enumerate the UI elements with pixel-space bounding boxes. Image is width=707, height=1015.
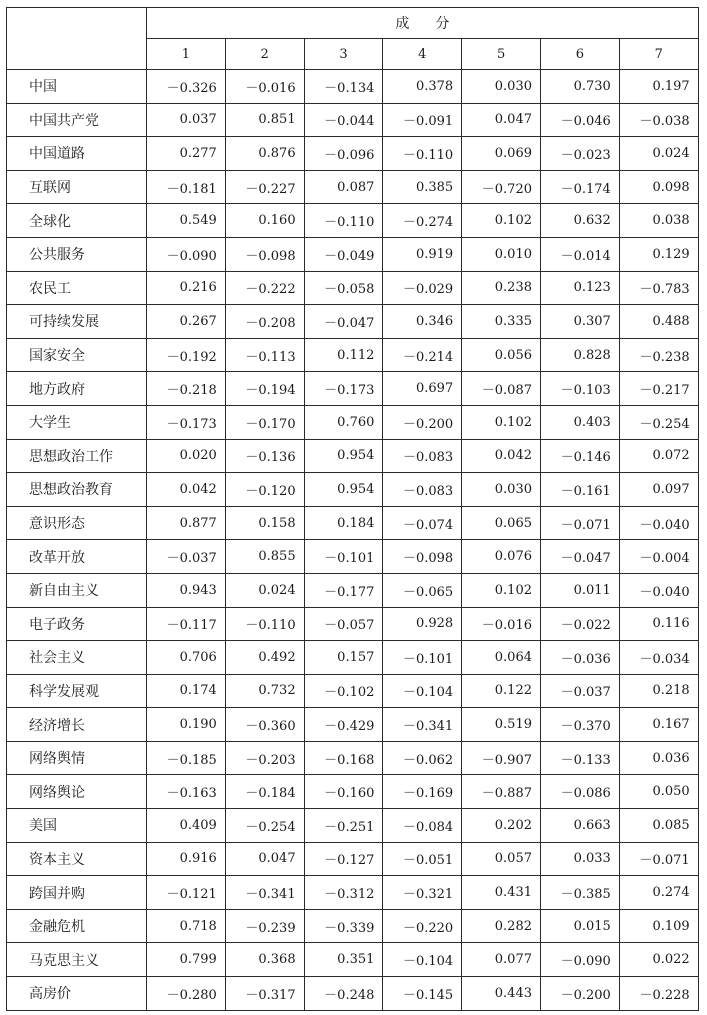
table-row: [7, 775, 699, 809]
table-row: [7, 977, 699, 1011]
table-row: [7, 70, 699, 104]
loading-value-cell: －0.102: [304, 674, 383, 708]
table-row: [7, 237, 699, 271]
loading-value-cell: 0.042: [462, 439, 541, 473]
loading-value-cell: －0.083: [383, 439, 462, 473]
component-matrix-container: [6, 7, 699, 1011]
loading-value-cell: －0.238: [619, 338, 698, 372]
group-label-char-2: 分: [435, 16, 450, 32]
loading-value-cell: 0.409: [147, 809, 226, 843]
loading-value-cell: －0.036: [540, 641, 619, 675]
loading-value-cell: 0.033: [540, 842, 619, 876]
table-row: [7, 540, 699, 574]
loading-value-cell: －0.014: [540, 237, 619, 271]
loading-value-cell: －0.091: [383, 103, 462, 137]
table-row: [7, 170, 699, 204]
loading-value-cell: －0.146: [540, 439, 619, 473]
loading-value-cell: －0.274: [383, 204, 462, 238]
row-label: 中国道路: [7, 137, 147, 171]
loading-value-cell: －0.280: [147, 977, 226, 1011]
loading-value-cell: －0.090: [540, 943, 619, 977]
loading-value-cell: －0.047: [540, 540, 619, 574]
loading-value-cell: －0.217: [619, 372, 698, 406]
loading-value-cell: －0.887: [462, 775, 541, 809]
row-label: 电子政务: [7, 607, 147, 641]
loading-value-cell: －0.228: [619, 977, 698, 1011]
loading-value-cell: 0.378: [383, 70, 462, 104]
loading-value-cell: 0.197: [619, 70, 698, 104]
loading-value-cell: 0.943: [147, 573, 226, 607]
loading-value-cell: 0.109: [619, 909, 698, 943]
loading-value-cell: －0.170: [225, 405, 304, 439]
loading-value-cell: 0.385: [383, 170, 462, 204]
loading-value-cell: －0.208: [225, 305, 304, 339]
loading-value-cell: 0.335: [462, 305, 541, 339]
loading-value-cell: －0.312: [304, 876, 383, 910]
loading-value-cell: －0.385: [540, 876, 619, 910]
loading-value-cell: 0.056: [462, 338, 541, 372]
loading-value-cell: －0.029: [383, 271, 462, 305]
row-label: 可持续发展: [7, 305, 147, 339]
loading-value-cell: 0.919: [383, 237, 462, 271]
table-header: [7, 8, 699, 70]
loading-value-cell: 0.282: [462, 909, 541, 943]
loading-value-cell: 0.238: [462, 271, 541, 305]
row-label: 农民工: [7, 271, 147, 305]
loading-value-cell: －0.104: [383, 943, 462, 977]
loading-value-cell: －0.113: [225, 338, 304, 372]
table-row: [7, 372, 699, 406]
loading-value-cell: －0.016: [462, 607, 541, 641]
table-row: [7, 338, 699, 372]
loading-value-cell: 0.828: [540, 338, 619, 372]
loading-value-cell: 0.855: [225, 540, 304, 574]
component-column-header: 7: [619, 39, 698, 70]
loading-value-cell: －0.145: [383, 977, 462, 1011]
loading-value-cell: 0.346: [383, 305, 462, 339]
loading-value-cell: 0.011: [540, 573, 619, 607]
loading-value-cell: －0.160: [304, 775, 383, 809]
loading-value-cell: 0.122: [462, 674, 541, 708]
loading-value-cell: 0.307: [540, 305, 619, 339]
loading-value-cell: －0.360: [225, 708, 304, 742]
loading-value-cell: 0.431: [462, 876, 541, 910]
loading-value-cell: 0.123: [540, 271, 619, 305]
loading-value-cell: 0.112: [304, 338, 383, 372]
loading-value-cell: －0.220: [383, 909, 462, 943]
row-label: 大学生: [7, 405, 147, 439]
loading-value-cell: 0.024: [225, 573, 304, 607]
table-row: [7, 305, 699, 339]
table-row: [7, 439, 699, 473]
loading-value-cell: 0.663: [540, 809, 619, 843]
row-label: 公共服务: [7, 237, 147, 271]
component-column-header: 5: [462, 39, 541, 70]
loading-value-cell: －0.057: [304, 607, 383, 641]
loading-value-cell: －0.214: [383, 338, 462, 372]
loading-value-cell: 0.157: [304, 641, 383, 675]
table-row: [7, 405, 699, 439]
loading-value-cell: －0.169: [383, 775, 462, 809]
row-label: 互联网: [7, 170, 147, 204]
loading-value-cell: －0.037: [147, 540, 226, 574]
loading-value-cell: 0.116: [619, 607, 698, 641]
loading-value-cell: －0.194: [225, 372, 304, 406]
loading-value-cell: －0.117: [147, 607, 226, 641]
loading-value-cell: －0.177: [304, 573, 383, 607]
component-column-header: 1: [147, 39, 226, 70]
component-matrix-table: [6, 7, 699, 1011]
loading-value-cell: －0.087: [462, 372, 541, 406]
loading-value-cell: 0.102: [462, 405, 541, 439]
loading-value-cell: 0.706: [147, 641, 226, 675]
component-column-header: 4: [383, 39, 462, 70]
loading-value-cell: 0.087: [304, 170, 383, 204]
loading-value-cell: －0.317: [225, 977, 304, 1011]
loading-value-cell: 0.065: [462, 506, 541, 540]
row-label: 思想政治教育: [7, 473, 147, 507]
loading-value-cell: －0.239: [225, 909, 304, 943]
row-label: 资本主义: [7, 842, 147, 876]
loading-value-cell: －0.120: [225, 473, 304, 507]
loading-value-cell: 0.730: [540, 70, 619, 104]
loading-value-cell: －0.051: [383, 842, 462, 876]
loading-value-cell: 0.158: [225, 506, 304, 540]
loading-value-cell: 0.519: [462, 708, 541, 742]
loading-value-cell: －0.046: [540, 103, 619, 137]
loading-value-cell: －0.174: [540, 170, 619, 204]
table-row: [7, 876, 699, 910]
loading-value-cell: －0.254: [225, 809, 304, 843]
table-row: [7, 943, 699, 977]
loading-value-cell: －0.127: [304, 842, 383, 876]
loading-value-cell: －0.071: [540, 506, 619, 540]
loading-value-cell: －0.326: [147, 70, 226, 104]
row-label: 国家安全: [7, 338, 147, 372]
loading-value-cell: 0.050: [619, 775, 698, 809]
header-group-row: [7, 8, 699, 39]
loading-value-cell: －0.227: [225, 170, 304, 204]
loading-value-cell: 0.876: [225, 137, 304, 171]
loading-value-cell: －0.341: [383, 708, 462, 742]
row-label: 马克思主义: [7, 943, 147, 977]
table-row: [7, 809, 699, 843]
loading-value-cell: －0.136: [225, 439, 304, 473]
loading-value-cell: 0.488: [619, 305, 698, 339]
loading-value-cell: －0.168: [304, 741, 383, 775]
table-row: [7, 641, 699, 675]
row-label: 意识形态: [7, 506, 147, 540]
loading-value-cell: 0.368: [225, 943, 304, 977]
loading-value-cell: 0.064: [462, 641, 541, 675]
loading-value-cell: 0.851: [225, 103, 304, 137]
header-corner-cell: [7, 8, 147, 70]
loading-value-cell: －0.200: [383, 405, 462, 439]
loading-value-cell: －0.096: [304, 137, 383, 171]
loading-value-cell: －0.037: [540, 674, 619, 708]
loading-value-cell: －0.248: [304, 977, 383, 1011]
loading-value-cell: －0.218: [147, 372, 226, 406]
loading-value-cell: －0.022: [540, 607, 619, 641]
loading-value-cell: 0.799: [147, 943, 226, 977]
loading-value-cell: 0.076: [462, 540, 541, 574]
loading-value-cell: 0.038: [619, 204, 698, 238]
loading-value-cell: －0.429: [304, 708, 383, 742]
loading-value-cell: －0.004: [619, 540, 698, 574]
loading-value-cell: 0.160: [225, 204, 304, 238]
row-label: 网络舆情: [7, 741, 147, 775]
table-row: [7, 708, 699, 742]
loading-value-cell: 0.024: [619, 137, 698, 171]
loading-value-cell: 0.098: [619, 170, 698, 204]
loading-value-cell: －0.058: [304, 271, 383, 305]
loading-value-cell: 0.760: [304, 405, 383, 439]
loading-value-cell: －0.181: [147, 170, 226, 204]
loading-value-cell: －0.084: [383, 809, 462, 843]
loading-value-cell: －0.044: [304, 103, 383, 137]
loading-value-cell: 0.102: [462, 573, 541, 607]
loading-value-cell: －0.370: [540, 708, 619, 742]
loading-value-cell: 0.202: [462, 809, 541, 843]
loading-value-cell: －0.065: [383, 573, 462, 607]
loading-value-cell: －0.783: [619, 271, 698, 305]
loading-value-cell: 0.954: [304, 439, 383, 473]
row-label: 美国: [7, 809, 147, 843]
table-row: [7, 103, 699, 137]
loading-value-cell: 0.037: [147, 103, 226, 137]
table-row: [7, 271, 699, 305]
loading-value-cell: －0.047: [304, 305, 383, 339]
row-label: 科学发展观: [7, 674, 147, 708]
loading-value-cell: 0.351: [304, 943, 383, 977]
loading-value-cell: 0.403: [540, 405, 619, 439]
table-row: [7, 909, 699, 943]
loading-value-cell: 0.216: [147, 271, 226, 305]
loading-value-cell: －0.086: [540, 775, 619, 809]
loading-value-cell: －0.103: [540, 372, 619, 406]
loading-value-cell: －0.040: [619, 573, 698, 607]
group-label-char-1: 成: [395, 16, 410, 32]
loading-value-cell: 0.010: [462, 237, 541, 271]
component-column-header: 6: [540, 39, 619, 70]
row-label: 改革开放: [7, 540, 147, 574]
row-label: 高房价: [7, 977, 147, 1011]
row-label: 经济增长: [7, 708, 147, 742]
row-label: 中国: [7, 70, 147, 104]
loading-value-cell: －0.101: [383, 641, 462, 675]
table-row: [7, 137, 699, 171]
row-label: 网络舆论: [7, 775, 147, 809]
loading-value-cell: 0.047: [462, 103, 541, 137]
loading-value-cell: －0.184: [225, 775, 304, 809]
table-row: [7, 506, 699, 540]
loading-value-cell: －0.110: [225, 607, 304, 641]
loading-value-cell: 0.030: [462, 473, 541, 507]
loading-value-cell: －0.016: [225, 70, 304, 104]
loading-value-cell: 0.492: [225, 641, 304, 675]
loading-value-cell: －0.200: [540, 977, 619, 1011]
loading-value-cell: 0.697: [383, 372, 462, 406]
loading-value-cell: －0.104: [383, 674, 462, 708]
loading-value-cell: －0.062: [383, 741, 462, 775]
loading-value-cell: －0.049: [304, 237, 383, 271]
row-label: 金融危机: [7, 909, 147, 943]
component-group-header: [147, 8, 699, 39]
row-label: 新自由主义: [7, 573, 147, 607]
loading-value-cell: －0.720: [462, 170, 541, 204]
loading-value-cell: －0.173: [147, 405, 226, 439]
loading-value-cell: －0.110: [304, 204, 383, 238]
component-column-header: 3: [304, 39, 383, 70]
row-label: 地方政府: [7, 372, 147, 406]
loading-value-cell: 0.732: [225, 674, 304, 708]
loading-value-cell: －0.098: [225, 237, 304, 271]
loading-value-cell: －0.222: [225, 271, 304, 305]
loading-value-cell: 0.549: [147, 204, 226, 238]
loading-value-cell: －0.254: [619, 405, 698, 439]
loading-value-cell: 0.184: [304, 506, 383, 540]
loading-value-cell: －0.321: [383, 876, 462, 910]
row-label: 思想政治工作: [7, 439, 147, 473]
loading-value-cell: －0.339: [304, 909, 383, 943]
row-label: 全球化: [7, 204, 147, 238]
loading-value-cell: 0.097: [619, 473, 698, 507]
row-label: 跨国并购: [7, 876, 147, 910]
loading-value-cell: 0.443: [462, 977, 541, 1011]
row-label: 中国共产党: [7, 103, 147, 137]
loading-value-cell: 0.718: [147, 909, 226, 943]
loading-value-cell: 0.632: [540, 204, 619, 238]
loading-value-cell: －0.121: [147, 876, 226, 910]
loading-value-cell: －0.133: [540, 741, 619, 775]
loading-value-cell: －0.907: [462, 741, 541, 775]
loading-value-cell: －0.341: [225, 876, 304, 910]
loading-value-cell: －0.251: [304, 809, 383, 843]
loading-value-cell: －0.134: [304, 70, 383, 104]
loading-value-cell: －0.185: [147, 741, 226, 775]
table-body: [7, 70, 699, 1011]
table-row: [7, 607, 699, 641]
loading-value-cell: 0.129: [619, 237, 698, 271]
loading-value-cell: 0.218: [619, 674, 698, 708]
loading-value-cell: －0.163: [147, 775, 226, 809]
loading-value-cell: －0.192: [147, 338, 226, 372]
loading-value-cell: －0.071: [619, 842, 698, 876]
table-row: [7, 674, 699, 708]
loading-value-cell: －0.023: [540, 137, 619, 171]
loading-value-cell: 0.020: [147, 439, 226, 473]
loading-value-cell: 0.274: [619, 876, 698, 910]
loading-value-cell: －0.090: [147, 237, 226, 271]
loading-value-cell: 0.042: [147, 473, 226, 507]
loading-value-cell: 0.069: [462, 137, 541, 171]
loading-value-cell: －0.161: [540, 473, 619, 507]
table-row: [7, 573, 699, 607]
loading-value-cell: 0.057: [462, 842, 541, 876]
loading-value-cell: 0.077: [462, 943, 541, 977]
loading-value-cell: 0.916: [147, 842, 226, 876]
loading-value-cell: －0.203: [225, 741, 304, 775]
loading-value-cell: 0.036: [619, 741, 698, 775]
loading-value-cell: 0.015: [540, 909, 619, 943]
loading-value-cell: 0.072: [619, 439, 698, 473]
loading-value-cell: 0.102: [462, 204, 541, 238]
loading-value-cell: 0.190: [147, 708, 226, 742]
loading-value-cell: 0.877: [147, 506, 226, 540]
loading-value-cell: －0.110: [383, 137, 462, 171]
loading-value-cell: 0.030: [462, 70, 541, 104]
row-label: 社会主义: [7, 641, 147, 675]
loading-value-cell: 0.022: [619, 943, 698, 977]
loading-value-cell: 0.047: [225, 842, 304, 876]
loading-value-cell: －0.173: [304, 372, 383, 406]
table-row: [7, 842, 699, 876]
loading-value-cell: －0.101: [304, 540, 383, 574]
loading-value-cell: 0.174: [147, 674, 226, 708]
loading-value-cell: 0.167: [619, 708, 698, 742]
loading-value-cell: 0.928: [383, 607, 462, 641]
table-row: [7, 473, 699, 507]
loading-value-cell: 0.277: [147, 137, 226, 171]
loading-value-cell: 0.085: [619, 809, 698, 843]
loading-value-cell: －0.034: [619, 641, 698, 675]
loading-value-cell: －0.040: [619, 506, 698, 540]
loading-value-cell: －0.098: [383, 540, 462, 574]
loading-value-cell: 0.267: [147, 305, 226, 339]
loading-value-cell: －0.083: [383, 473, 462, 507]
loading-value-cell: －0.038: [619, 103, 698, 137]
loading-value-cell: 0.954: [304, 473, 383, 507]
table-row: [7, 741, 699, 775]
loading-value-cell: －0.074: [383, 506, 462, 540]
table-row: [7, 204, 699, 238]
component-column-header: 2: [225, 39, 304, 70]
